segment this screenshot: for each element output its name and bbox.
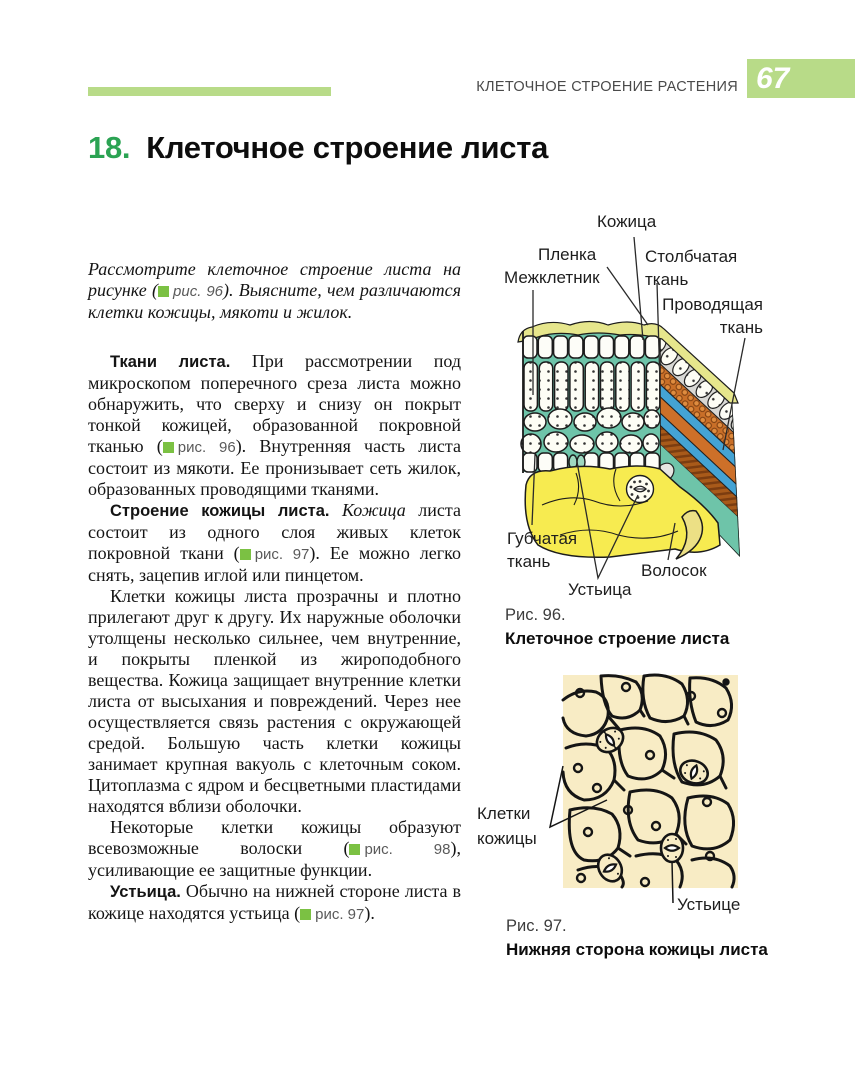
body-text: Клетки кожицы листа прозрачны и плотно прилегают друг к другу. Их наружные оболочки утолщены несколько сильнее, чем внутренние, и покрыты пленкой из жироподобного вещества. Кожица защищает внутренние клетки листа от высыхания и повреждений. Через нее осуществляется связь растения с окружающей средой. Большую часть клетки кожицы занимает крупная вакуоль с клеточным соком. Цитоплазма с ядром и бесцветными пластидами находятся вблизи оболочки. [88, 586, 461, 816]
figure-reference-square-icon [163, 442, 174, 453]
body-paragraph [88, 817, 461, 881]
paragraph-lead-in: Устьица. [110, 883, 181, 901]
body-paragraph [88, 351, 461, 500]
figure-reference-square-icon [349, 844, 360, 855]
page-number-box [747, 59, 855, 98]
fig96-label-spongy-tissue: Губчатая ткань [507, 529, 578, 571]
body-text: Рассмотрите клеточное строение листа на рисунке ( [88, 259, 461, 300]
fig96-caption-title: Клеточное строение листа [505, 629, 730, 648]
fig97-caption-title: Нижняя сторона кожицы листа [506, 940, 768, 959]
body-paragraph [88, 586, 461, 817]
body-paragraph [88, 881, 461, 925]
fig97-epidermis-illustration [460, 660, 800, 922]
fig96-label-hair: Волосок [641, 561, 707, 580]
chapter-title [88, 130, 548, 166]
body-text: ), усиливающие ее защитные функции. [88, 838, 461, 880]
figure-reference-square-icon [240, 549, 251, 560]
chapter-number: 18. [88, 130, 131, 165]
body-text: Обычно на нижней стороне листа в кожице находятся устьица ( [88, 881, 461, 923]
article-text-column [88, 259, 461, 925]
upper-epidermis-cells [523, 336, 659, 358]
body-text: ). Внутренняя часть листа состоит из мякоти. Ее пронизывает сеть жилок, образованных проводящими тканями. [88, 436, 461, 499]
fig96-label-vascular-tissue: Проводящая ткань [662, 295, 763, 337]
body-text: Некоторые клетки кожицы образуют всевозможные волоски ( [88, 817, 461, 858]
intro-task-paragraph [88, 259, 461, 323]
paragraph-lead-in: Ткани листа. [110, 353, 231, 371]
chapter-title-text: Клеточное строение листа [146, 130, 549, 165]
stoma-surface-view [627, 476, 654, 503]
figure-reference: рис. 96 [163, 439, 236, 456]
page-number: 67 [756, 62, 790, 95]
body-text: ). Выясните, чем различаются клетки кожицы, мякоти и жилок. [88, 280, 461, 322]
body-text: ). [364, 903, 375, 923]
fig97-label-epidermis-cells: Клетки кожицы [477, 804, 537, 848]
body-text: Кожица [329, 500, 406, 520]
figure-reference: рис. 96 [158, 283, 223, 300]
fig97-caption-number: Рис. 97. [506, 917, 567, 935]
figure-reference: рис. 98 [349, 841, 450, 858]
palisade-tissue-cells [524, 362, 660, 411]
fig96-caption-number: Рис. 96. [505, 606, 566, 624]
body-text: ). Ее можно легко снять, зацепив иглой или пинцетом. [88, 543, 461, 585]
body-text: листа состоит из одного слоя живых клеток покровной ткани ( [88, 500, 461, 563]
header-green-rule [88, 87, 331, 96]
fig96-label-film: Пленка [538, 245, 597, 264]
figure-reference-square-icon [158, 286, 169, 297]
fig96-label-stomata: Устьица [568, 580, 632, 599]
body-text: При рассмотрении под микроскопом поперечного среза листа можно обнаружить, что сверху и снизу он покрыт тонкой кожицей, образованной покровной тканью ( [88, 351, 461, 456]
fig97-label-stoma: Устьице [677, 895, 741, 914]
fig96-label-palisade-tissue: Столбчатая ткань [645, 247, 738, 289]
paragraph-lead-in: Строение кожицы листа. [110, 502, 330, 520]
fig96-label-intercellular-space: Межклетник [504, 268, 600, 287]
body-paragraph [88, 500, 461, 586]
figure-reference: рис. 97 [240, 546, 310, 563]
running-title: КЛЕТОЧНОЕ СТРОЕНИЕ РАСТЕНИЯ [476, 79, 738, 95]
figure-reference: рис. 97 [300, 906, 364, 923]
figure-reference-square-icon [300, 909, 311, 920]
fig96-label-epidermis: Кожица [597, 212, 657, 231]
